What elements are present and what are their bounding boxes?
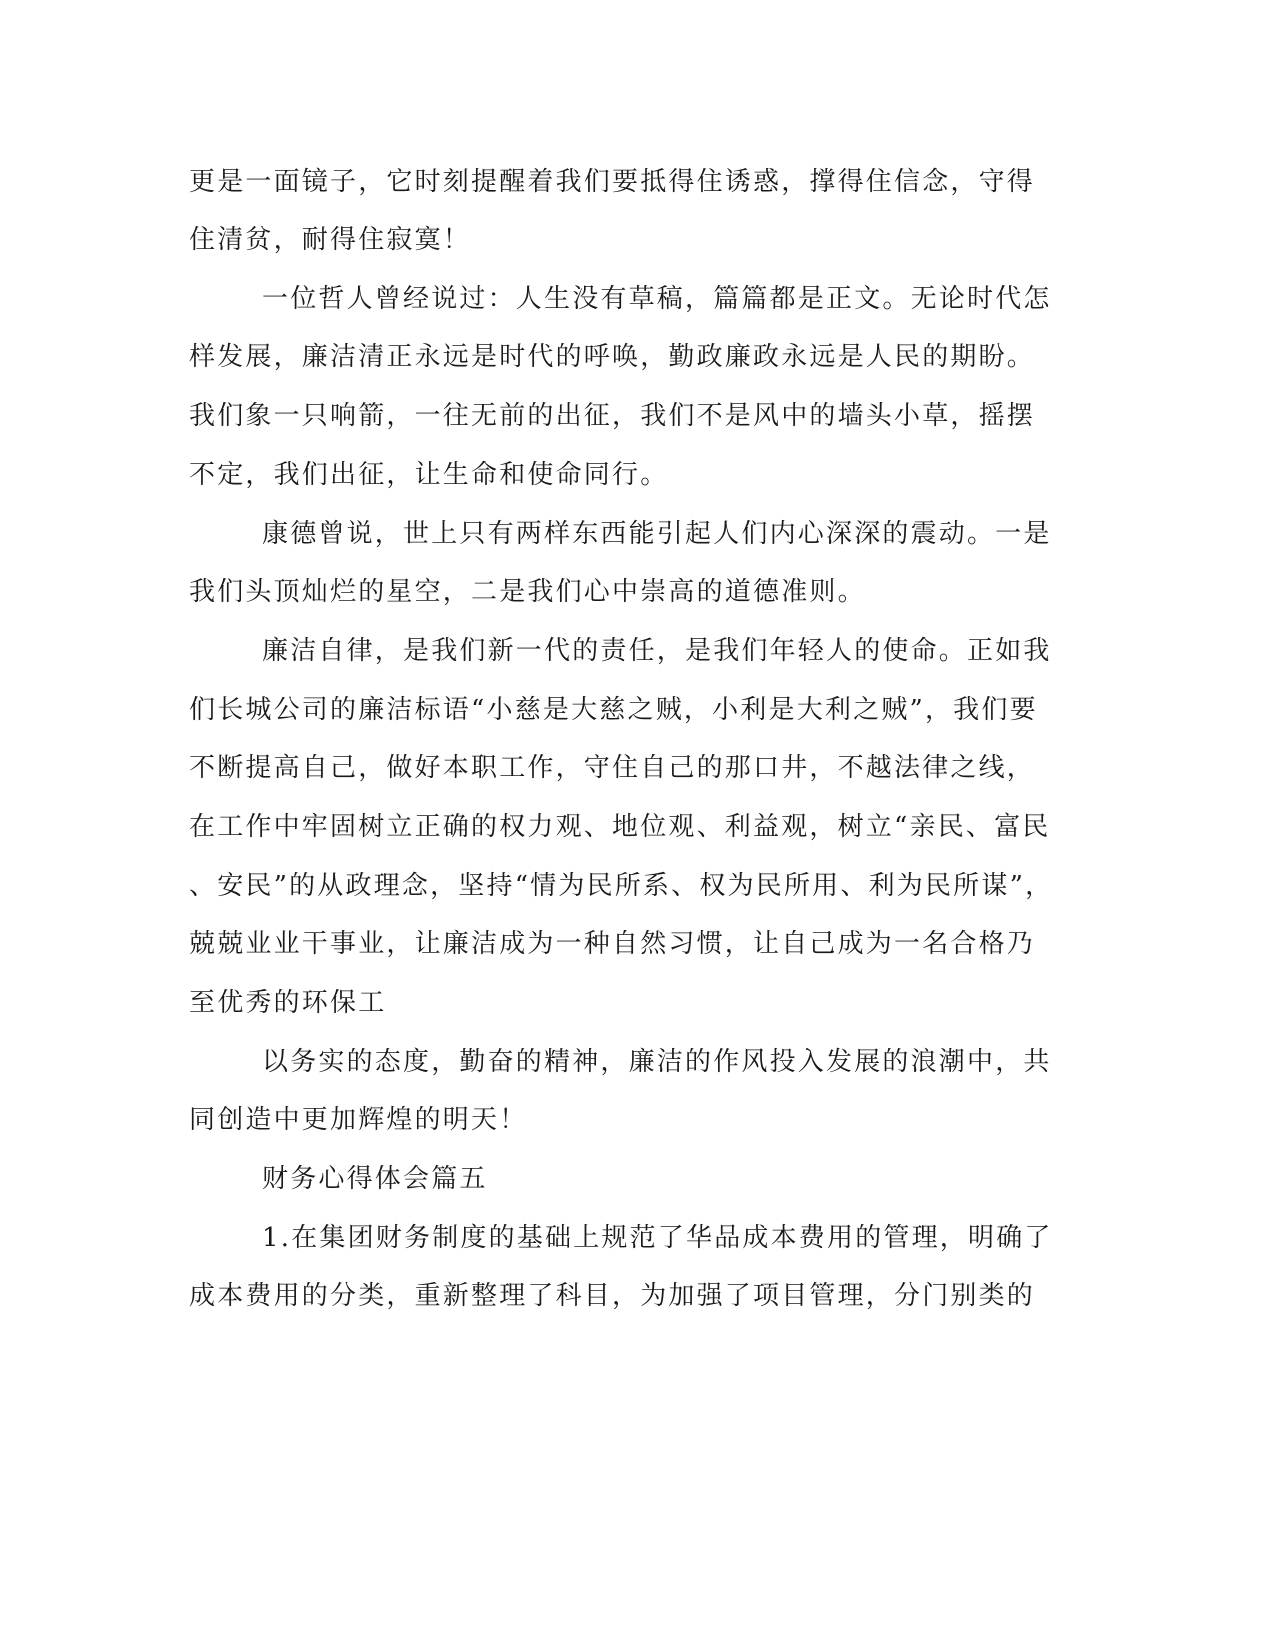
paragraph-1-line-1: 更是一面镜子，它时刻提醒着我们要抵得住诱惑，撑得住信念，守得 (189, 167, 1036, 197)
paragraph-5-line-1: 以务实的态度，勤奋的精神，廉洁的作风投入发展的浪潮中，共 (262, 1047, 1052, 1077)
paragraph-6-line-1: 1.在集团财务制度的基础上规范了华品成本费用的管理，明确了 (262, 1223, 1053, 1253)
paragraph-4-line-2: 们长城公司的廉洁标语“小慈是大慈之贼，小利是大利之贼”，我们要 (189, 695, 1038, 725)
paragraph-2-line-3: 我们象一只响箭，一往无前的出征，我们不是风中的墙头小草，摇摆 (189, 401, 1036, 431)
paragraph-4-line-4: 在工作中牢固树立正确的权力观、地位观、利益观，树立“亲民、富民 (189, 812, 1051, 842)
paragraph-5-line-2: 同创造中更加辉煌的明天！ (189, 1105, 528, 1135)
paragraph-3-line-1: 康德曾说，世上只有两样东西能引起人们内心深深的震动。一是 (262, 519, 1052, 549)
section-heading: 财务心得体会篇五 (262, 1164, 488, 1194)
paragraph-3-line-2: 我们头顶灿烂的星空，二是我们心中崇高的道德准则。 (189, 577, 866, 607)
paragraph-2-line-2: 样发展，廉洁清正永远是时代的呼唤，勤政廉政永远是人民的期盼。 (189, 342, 1036, 372)
paragraph-1-line-2: 住清贫，耐得住寂寞！ (189, 225, 472, 255)
paragraph-2-line-4: 不定，我们出征，让生命和使命同行。 (189, 460, 669, 490)
paragraph-4-line-7: 至优秀的环保工 (189, 988, 387, 1018)
paragraph-2-line-1: 一位哲人曾经说过：人生没有草稿，篇篇都是正文。无论时代怎 (262, 284, 1052, 314)
paragraph-6-line-2: 成本费用的分类，重新整理了科目，为加强了项目管理，分门别类的 (189, 1281, 1036, 1311)
paragraph-4-line-3: 不断提高自己，做好本职工作，守住自己的那口井，不越法律之线， (189, 753, 1036, 783)
paragraph-4-line-1: 廉洁自律，是我们新一代的责任，是我们年轻人的使命。正如我 (262, 636, 1052, 666)
paragraph-4-line-6: 兢兢业业干事业，让廉洁成为一种自然习惯，让自己成为一名合格乃 (189, 929, 1036, 959)
paragraph-4-line-5: 、安民”的从政理念，坚持“情为民所系、权为民所用、利为民所谋”， (189, 871, 1054, 901)
